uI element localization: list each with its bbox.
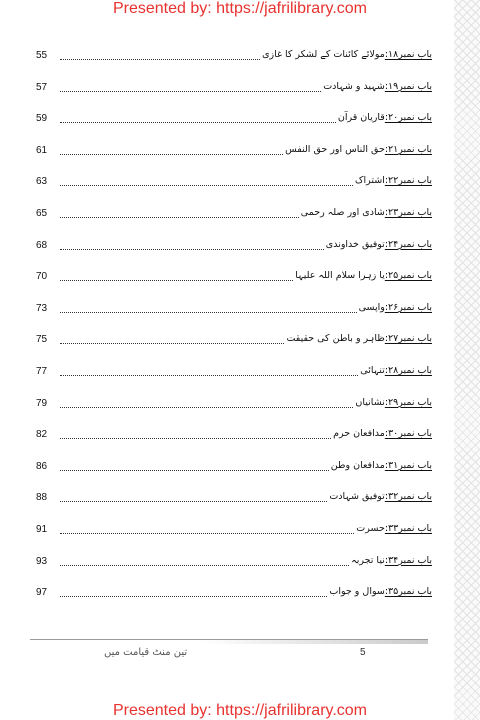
- toc-page-number: 65: [36, 207, 48, 219]
- toc-entry-title: [360, 361, 432, 378]
- toc-entry-title: [355, 393, 432, 410]
- toc-page-number: 73: [36, 302, 48, 314]
- toc-page-number: 82: [36, 429, 48, 441]
- toc-chapter-number: باب نمبر۳۴:: [384, 554, 432, 566]
- toc-entry[interactable]: [36, 393, 432, 425]
- dot-leader: [60, 235, 324, 250]
- dot-leader: [60, 171, 353, 186]
- toc-entry-title: [323, 77, 432, 94]
- toc-chapter-title: توفیق خداوندی: [325, 238, 385, 250]
- toc-page-number: 77: [36, 365, 48, 377]
- dot-leader: [60, 298, 357, 313]
- toc-entry-title: [359, 298, 432, 315]
- toc-page-number: 70: [36, 271, 48, 283]
- toc-chapter-number: باب نمبر۲۵:: [384, 270, 432, 282]
- toc-chapter-title: سوال و جواب: [329, 586, 385, 598]
- dot-leader: [60, 203, 299, 218]
- table-of-contents: [36, 45, 432, 614]
- toc-entry[interactable]: [36, 77, 432, 109]
- toc-chapter-title: نیا تجربہ: [351, 554, 385, 566]
- toc-entry-title: [351, 551, 432, 568]
- toc-entry[interactable]: [36, 424, 432, 456]
- toc-page-number: 59: [36, 113, 48, 125]
- toc-entry-title: [329, 487, 432, 504]
- dot-leader: [60, 77, 321, 92]
- toc-chapter-title: تنہائی: [360, 364, 385, 376]
- footer-page-number: 5: [360, 647, 366, 658]
- toc-chapter-number: باب نمبر۳۳:: [384, 522, 432, 534]
- toc-entry[interactable]: [36, 456, 432, 488]
- footer-shadow: [200, 640, 428, 644]
- dot-leader: [60, 551, 349, 566]
- toc-entry[interactable]: [36, 329, 432, 361]
- toc-entry-title: [285, 140, 432, 157]
- toc-page-number: 79: [36, 397, 48, 409]
- dot-leader: [60, 487, 327, 502]
- toc-entry-title: [338, 108, 432, 125]
- toc-chapter-title: توفیق شہادت: [329, 491, 385, 503]
- toc-chapter-title: مولائے کائنات کے لشکر کا غازی: [262, 49, 385, 60]
- toc-entry[interactable]: [36, 203, 432, 235]
- toc-entry[interactable]: [36, 235, 432, 267]
- toc-page-number: 63: [36, 176, 48, 188]
- toc-chapter-number: باب نمبر۱۸:: [384, 49, 432, 60]
- toc-entry-title: [355, 171, 432, 188]
- toc-chapter-number: باب نمبر۲۶:: [384, 301, 432, 313]
- toc-chapter-title: شہید و شہادت: [323, 80, 385, 92]
- toc-page-number: 68: [36, 239, 48, 251]
- toc-entry[interactable]: [36, 298, 432, 330]
- toc-chapter-number: باب نمبر۳۰:: [384, 428, 432, 440]
- toc-entry-title: [262, 45, 432, 62]
- toc-chapter-number: باب نمبر۲۳:: [384, 206, 432, 218]
- toc-chapter-title: حق الناس اور حق النفس: [285, 143, 385, 155]
- toc-entry[interactable]: [36, 487, 432, 519]
- dot-leader: [60, 45, 260, 60]
- toc-page-number: 61: [36, 144, 48, 156]
- toc-page-number: 57: [36, 81, 48, 93]
- footer-rule: [30, 639, 428, 640]
- dot-leader: [60, 456, 329, 471]
- footer-book-title: تین منٹ قیامت میں: [104, 647, 188, 658]
- toc-page-number: 55: [36, 50, 48, 61]
- dot-leader: [60, 424, 331, 439]
- toc-entry-title: [301, 203, 432, 220]
- toc-entry[interactable]: [36, 361, 432, 393]
- toc-chapter-number: باب نمبر۲۷:: [384, 333, 432, 345]
- toc-entry[interactable]: [36, 551, 432, 583]
- dot-leader: [60, 329, 284, 344]
- toc-entry[interactable]: [36, 266, 432, 298]
- toc-entry-title: [286, 329, 432, 346]
- toc-entry-title: [333, 424, 432, 441]
- toc-chapter-title: واپسی: [358, 301, 385, 313]
- toc-chapter-title: قاریان قرآن: [337, 112, 385, 124]
- toc-entry-title: [331, 456, 432, 473]
- dot-leader: [60, 519, 354, 534]
- toc-chapter-number: باب نمبر۲۴:: [384, 238, 432, 250]
- toc-chapter-title: شادی اور صلہ رحمی: [300, 206, 385, 218]
- toc-page-number: 75: [36, 334, 48, 346]
- toc-chapter-title: یا زہرا سلام اللہ علیہا: [295, 270, 385, 282]
- toc-entry[interactable]: [36, 519, 432, 551]
- toc-chapter-title: مدافعان وطن: [330, 459, 385, 471]
- toc-page-number: 88: [36, 492, 48, 504]
- watermark-top: Presented by: https://jafrilibrary.com: [112, 0, 368, 17]
- toc-entry[interactable]: [36, 140, 432, 172]
- toc-chapter-number: باب نمبر۲۰:: [384, 112, 432, 124]
- toc-chapter-title: حسرت: [356, 522, 385, 534]
- dot-leader: [60, 361, 358, 376]
- toc-chapter-title: مدافعان حرم: [333, 428, 385, 440]
- toc-chapter-number: باب نمبر۳۲:: [384, 491, 432, 503]
- toc-entry[interactable]: [36, 108, 432, 140]
- toc-page-number: 97: [36, 587, 48, 599]
- toc-chapter-number: باب نمبر۲۲:: [384, 175, 432, 187]
- toc-entry-title: [356, 519, 432, 536]
- watermark-bottom: Presented by: https://jafrilibrary.com: [112, 702, 368, 719]
- dot-leader: [60, 582, 327, 597]
- toc-chapter-number: باب نمبر۲۸:: [384, 364, 432, 376]
- toc-chapter-number: باب نمبر۳۱:: [384, 459, 432, 471]
- toc-page-number: 91: [36, 523, 48, 535]
- toc-entry-title: [326, 235, 432, 252]
- dot-leader: [60, 140, 283, 155]
- toc-chapter-title: نشانیاں: [355, 396, 385, 408]
- toc-chapter-number: باب نمبر۳۵:: [384, 586, 432, 598]
- toc-page-number: 86: [36, 460, 48, 472]
- decorative-border: [454, 0, 480, 720]
- toc-entry-title: [295, 266, 432, 283]
- toc-page-number: 93: [36, 555, 48, 567]
- toc-entry[interactable]: [36, 171, 432, 203]
- toc-entry[interactable]: [36, 45, 432, 77]
- toc-chapter-number: باب نمبر۱۹:: [384, 80, 432, 92]
- dot-leader: [60, 266, 293, 281]
- toc-entry-title: [329, 582, 432, 599]
- toc-entry[interactable]: [36, 582, 432, 614]
- dot-leader: [60, 108, 336, 123]
- toc-chapter-title: اشتراک: [354, 175, 385, 187]
- toc-chapter-number: باب نمبر۲۹:: [384, 396, 432, 408]
- toc-chapter-number: باب نمبر۲۱:: [384, 143, 432, 155]
- dot-leader: [60, 393, 353, 408]
- toc-chapter-title: ظاہر و باطن کی حقیقت: [286, 333, 385, 345]
